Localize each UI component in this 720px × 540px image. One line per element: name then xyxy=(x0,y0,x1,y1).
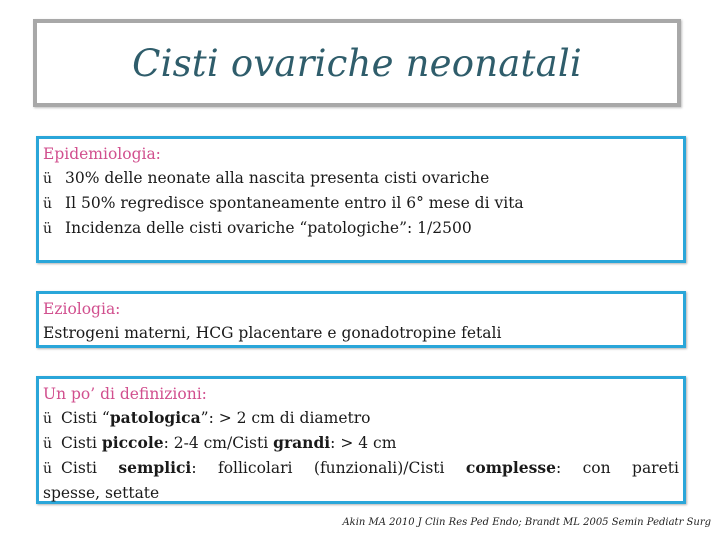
check-icon: ü xyxy=(43,196,53,212)
check-icon: ü xyxy=(43,411,53,427)
title-box xyxy=(33,19,681,107)
epidemiologia-heading: Epidemiologia: xyxy=(43,145,161,163)
check-icon: ü xyxy=(43,221,53,237)
check-icon: ü xyxy=(43,171,53,187)
definizioni-item-3-continued: spesse, settate xyxy=(43,484,160,502)
slide-title: Cisti ovariche neonatali xyxy=(132,41,582,85)
epidemiologia-box xyxy=(36,136,686,263)
check-icon: ü xyxy=(43,461,53,477)
eziologia-heading: Eziologia: xyxy=(43,300,121,318)
definizioni-box xyxy=(36,376,686,504)
definizioni-item-3: ü Cisti semplici: follicolari (funzionali)/Cisti complesse: con pareti xyxy=(43,456,679,481)
definizioni-item-1: ü Cisti “patologica”: > 2 cm di diametro xyxy=(43,406,679,431)
citation: Akin MA 2010 J Clin Res Ped Endo; Brandt ML 2005 Semin Pediatr Surg xyxy=(342,517,711,528)
definizioni-heading: Un po’ di definizioni: xyxy=(43,385,207,403)
epidemiologia-item-2: ü Il 50% regredisce spontaneamente entro il 6° mese di vita xyxy=(43,191,679,216)
check-icon: ü xyxy=(43,436,53,452)
eziologia-box xyxy=(36,291,686,348)
epidemiologia-item-1: ü 30% delle neonate alla nascita presenta cisti ovariche xyxy=(43,166,679,191)
epidemiologia-item-3: ü Incidenza delle cisti ovariche “patologiche”: 1/2500 xyxy=(43,216,679,241)
eziologia-text: Estrogeni materni, HCG placentare e gonadotropine fetali xyxy=(43,324,502,342)
definizioni-item-2: ü Cisti piccole: 2-4 cm/Cisti grandi: > 4 cm xyxy=(43,431,679,456)
